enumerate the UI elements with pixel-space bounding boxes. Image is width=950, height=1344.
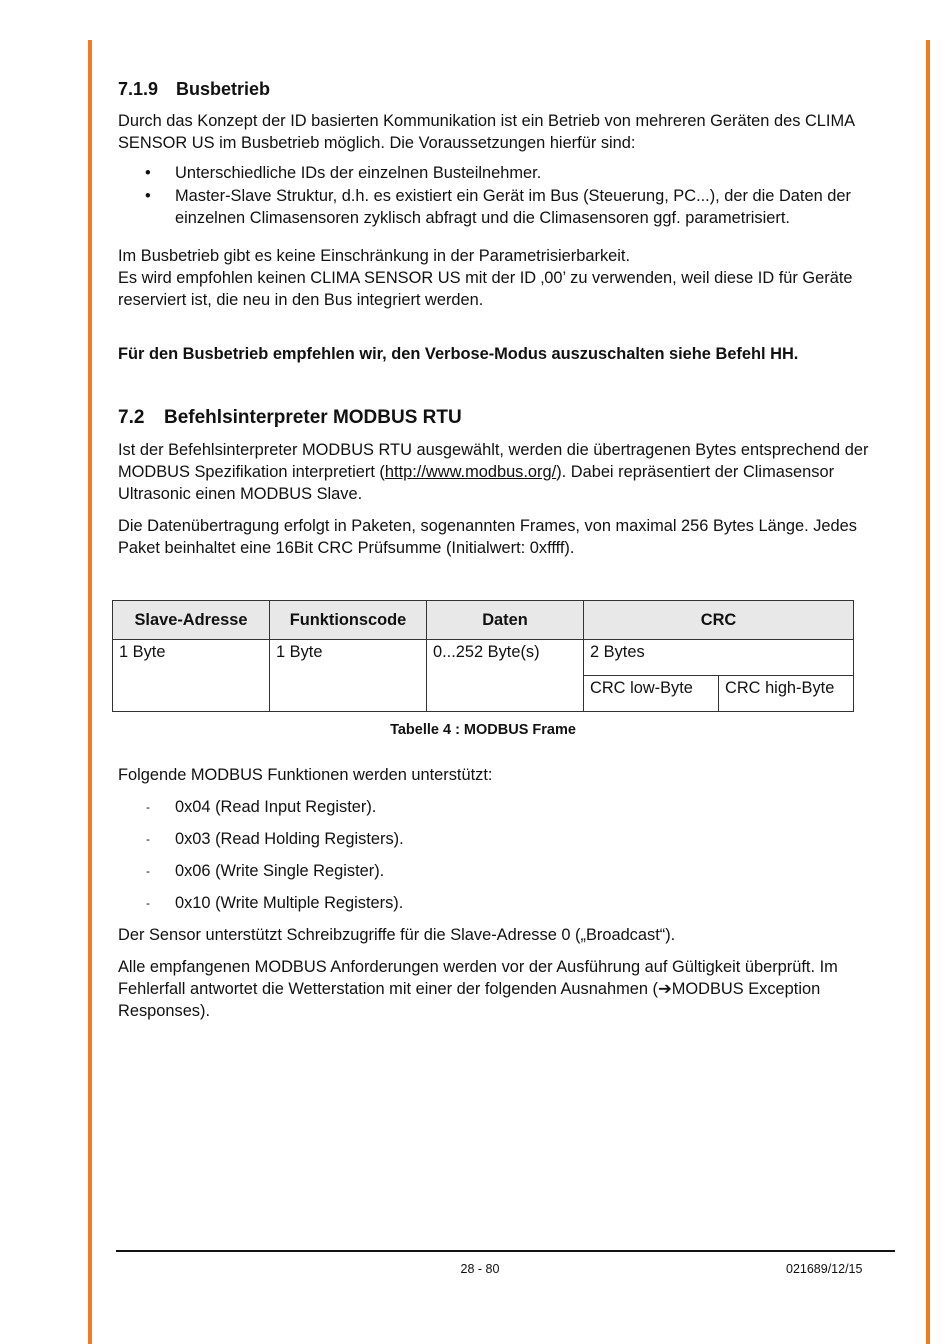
bullet-icon: •	[145, 164, 151, 182]
list-item	[118, 162, 896, 184]
list-item-text: 0x03 (Read Holding Registers).	[175, 830, 404, 848]
parametrisation-line: Im Busbetrieb gibt es keine Einschränkung in der Parametrisierbarkeit.	[118, 247, 630, 265]
page-content	[118, 76, 896, 1022]
list-item-text: Unterschiedliche IDs der einzelnen Busteilnehmer.	[175, 164, 542, 182]
list-item-text: 0x06 (Write Single Register).	[175, 862, 385, 880]
section-number: 7.1.9	[118, 79, 159, 99]
modbus-frame-table	[112, 600, 854, 712]
footer-divider	[116, 1250, 895, 1252]
functions-intro: Folgende MODBUS Funktionen werden unterstützt:	[118, 766, 493, 784]
left-orange-margin-rule	[88, 40, 92, 1344]
list-item	[118, 892, 896, 914]
arrow-right-icon: ➔	[657, 980, 672, 998]
modbus-org-link[interactable]: http://www.modbus.org/	[384, 463, 557, 481]
list-item-text: 0x10 (Write Multiple Registers).	[175, 894, 404, 912]
list-item-text: 0x04 (Read Input Register).	[175, 798, 377, 816]
cell-crc-low: CRC low-Byte	[584, 676, 719, 712]
dash-icon: -	[146, 800, 150, 814]
requirements-list	[118, 162, 896, 229]
verbose-mode-note: Für den Busbetrieb empfehlen wir, den Verbose-Modus auszuschalten siehe Befehl HH.	[118, 345, 799, 363]
dash-icon: -	[146, 896, 150, 910]
table-header-row	[113, 601, 854, 640]
modbus-intro-text: Ist der Befehlsinterpreter MODBUS RTU ausgewählt, werden die übertragenen Bytes entsprechend der MODBUS Spezifikation interpretiert (	[118, 441, 869, 481]
modbus-intro-text-end: ). Dabei repräsentiert der Climasensor Ultrasonic einen MODBUS Slave.	[118, 463, 835, 503]
header-crc: CRC	[584, 601, 854, 640]
bullet-icon: •	[145, 187, 151, 205]
validation-text-end: MODBUS Exception Responses).	[118, 980, 821, 1020]
modbus-intro	[118, 439, 896, 505]
list-item-text: Master-Slave Struktur, d.h. es existiert ein Gerät im Bus (Steuerung, PC...), der die Daten der einzelnen Climasensoren zyklisch abfragt und die Climasensoren ggf. parametrisiert.	[175, 187, 851, 227]
broadcast-note: Der Sensor unterstützt Schreibzugriffe für die Slave-Adresse 0 („Broadcast“).	[118, 926, 676, 944]
list-item	[118, 860, 896, 882]
validation-note	[118, 956, 896, 1022]
modbus-functions-list	[118, 796, 896, 914]
header-slave-address: Slave-Adresse	[113, 601, 270, 640]
list-item	[118, 796, 896, 818]
validation-text: Alle empfangenen MODBUS Anforderungen werden vor der Ausführung auf Gültigkeit überprüft. Im Fehlerfall antwortet die Wetterstation mit einer der folgenden Ausnahmen (	[118, 958, 838, 998]
id-recommendation: Es wird empfohlen keinen CLIMA SENSOR US mit der ID ‚00’ zu verwenden, weil diese ID für Geräte reserviert ist, die neu in den Bus integriert werden.	[118, 269, 853, 309]
section-7-2-heading	[118, 405, 896, 431]
list-item	[118, 185, 896, 229]
table-caption: Tabelle 4 : MODBUS Frame	[390, 722, 576, 738]
busbetrieb-intro: Durch das Konzept der ID basierten Kommunikation ist ein Betrieb von mehreren Geräten des CLIMA SENSOR US im Busbetrieb möglich. Die Voraussetzungen hierfür sind:	[118, 112, 855, 152]
table-row	[113, 640, 854, 676]
dash-icon: -	[146, 864, 150, 878]
cell-data: 0...252 Byte(s)	[427, 640, 584, 712]
header-data: Daten	[427, 601, 584, 640]
section-number: 7.2	[118, 407, 145, 428]
document-id: 021689/12/15	[786, 1262, 863, 1276]
right-orange-margin-rule	[926, 40, 930, 1344]
dash-icon: -	[146, 832, 150, 846]
cell-crc-high: CRC high-Byte	[719, 676, 854, 712]
cell-slave-address: 1 Byte	[113, 640, 270, 712]
section-title: Busbetrieb	[176, 79, 271, 99]
section-title: Befehlsinterpreter MODBUS RTU	[164, 407, 462, 428]
cell-function-code: 1 Byte	[270, 640, 427, 712]
cell-crc: 2 Bytes	[584, 640, 854, 676]
list-item	[118, 828, 896, 850]
header-function-code: Funktionscode	[270, 601, 427, 640]
frame-description: Die Datenübertragung erfolgt in Paketen, sogenannten Frames, von maximal 256 Bytes Länge. Jedes Paket beinhaltet eine 16Bit CRC Prüfsumme (Initialwert: 0xffff).	[118, 517, 857, 557]
section-7-1-9-heading	[118, 76, 896, 102]
page-number: 28 - 80	[460, 1262, 500, 1276]
